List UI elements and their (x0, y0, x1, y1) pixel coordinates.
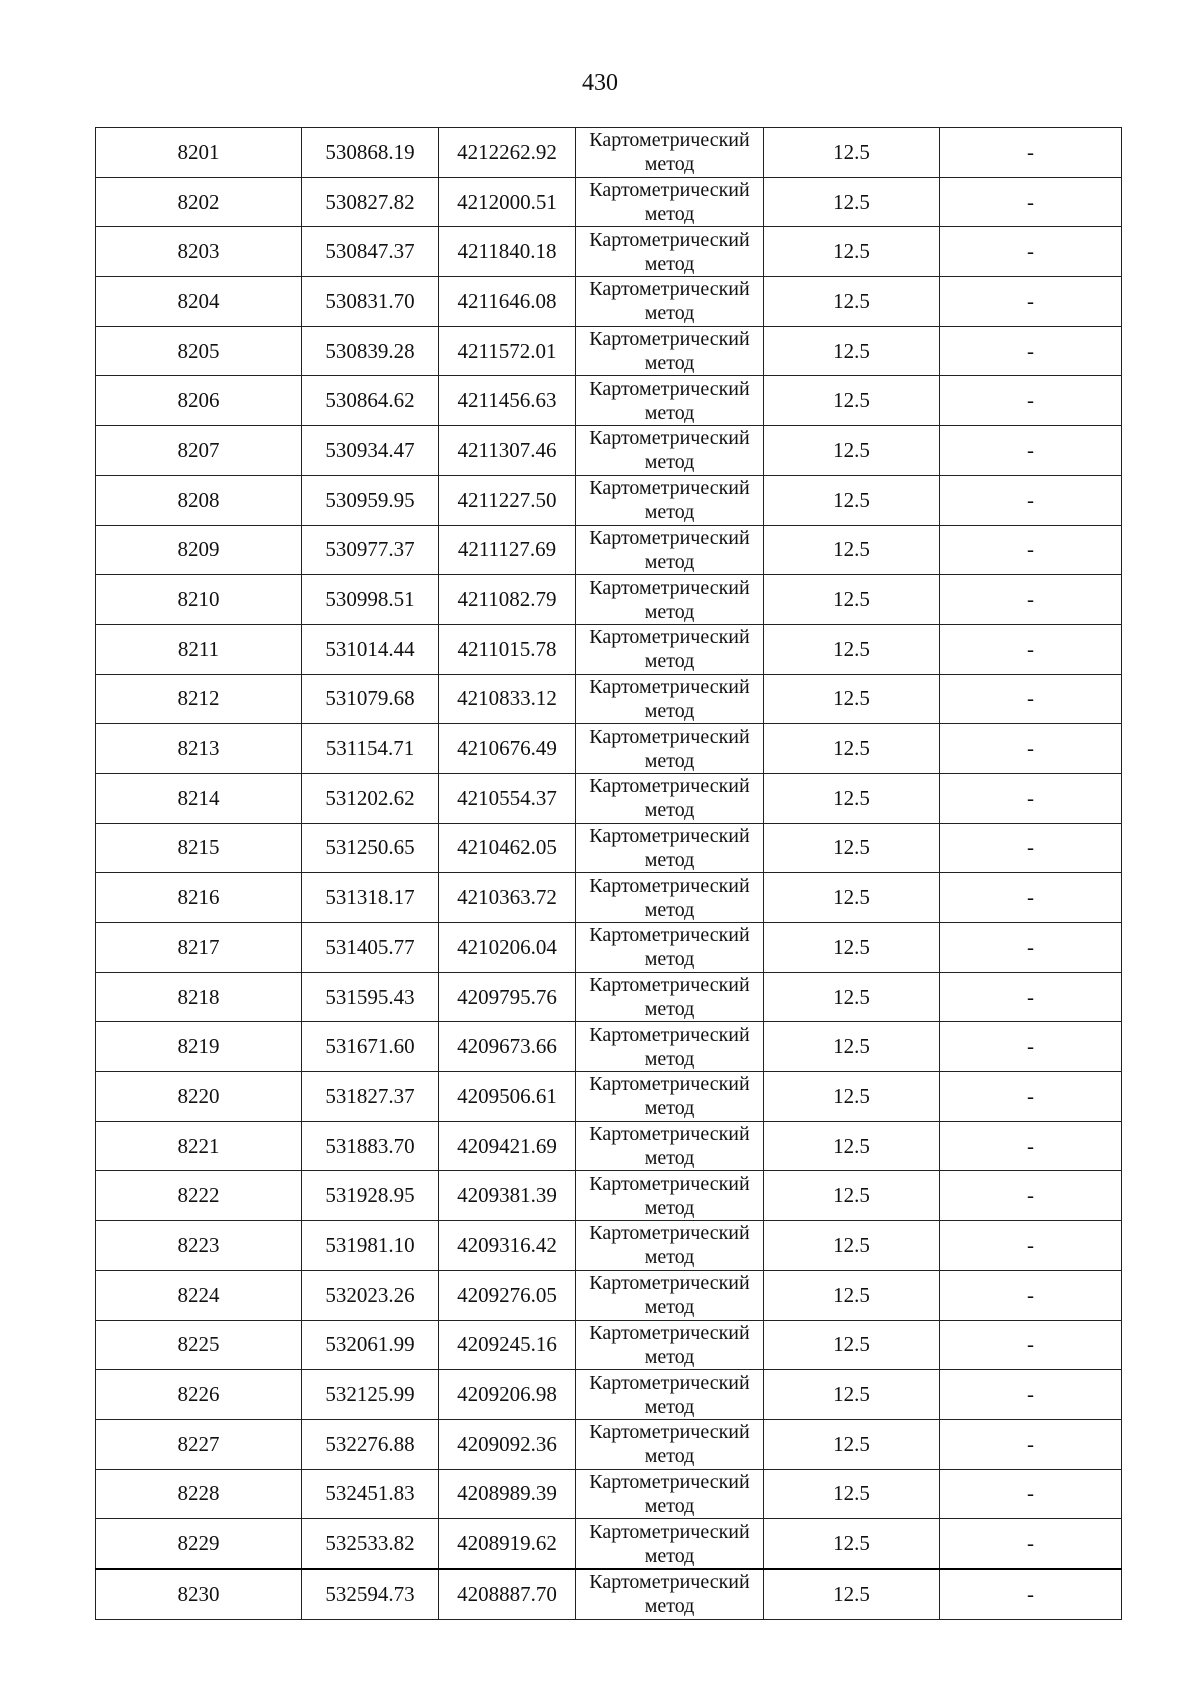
method-line-2: метод (644, 650, 695, 673)
method-cell (576, 674, 764, 724)
method-line-1: Картометрический (589, 179, 750, 202)
y-coordinate-cell: 4211082.79 (439, 575, 576, 625)
accuracy-cell: 12.5 (764, 823, 940, 873)
table-row (96, 426, 1122, 476)
y-coordinate-cell: 4209316.42 (439, 1221, 576, 1271)
note-cell: - (940, 1569, 1122, 1619)
table-row (96, 1171, 1122, 1221)
method-line-2: метод (644, 1395, 695, 1418)
table-row (96, 823, 1122, 873)
accuracy-cell: 12.5 (764, 475, 940, 525)
accuracy-cell: 12.5 (764, 1022, 940, 1072)
method-line-1: Картометрический (589, 824, 750, 847)
method-line-2: метод (644, 550, 695, 573)
note-cell: - (940, 972, 1122, 1022)
x-coordinate-cell: 532125.99 (302, 1370, 439, 1420)
point-id-cell: 8204 (96, 277, 302, 327)
x-coordinate-cell: 530977.37 (302, 525, 439, 575)
method-cell (576, 376, 764, 426)
note-cell: - (940, 1370, 1122, 1420)
method-line-2: метод (644, 1345, 695, 1368)
accuracy-cell: 12.5 (764, 873, 940, 923)
point-id-cell: 8202 (96, 177, 302, 227)
note-cell: - (940, 1022, 1122, 1072)
method-cell (576, 277, 764, 327)
method-line-1: Картометрический (589, 1073, 750, 1096)
point-id-cell: 8218 (96, 972, 302, 1022)
x-coordinate-cell: 531827.37 (302, 1072, 439, 1122)
method-cell (576, 1320, 764, 1370)
accuracy-cell: 12.5 (764, 1569, 940, 1619)
point-id-cell: 8229 (96, 1519, 302, 1569)
accuracy-cell: 12.5 (764, 724, 940, 774)
note-cell: - (940, 1469, 1122, 1519)
x-coordinate-cell: 531405.77 (302, 923, 439, 973)
point-id-cell: 8206 (96, 376, 302, 426)
note-cell: - (940, 873, 1122, 923)
method-line-2: метод (644, 1047, 695, 1070)
x-coordinate-cell: 530847.37 (302, 227, 439, 277)
method-line-1: Картометрический (589, 1421, 750, 1444)
method-cell (576, 1569, 764, 1619)
method-line-1: Картометрический (589, 1172, 750, 1195)
point-id-cell: 8221 (96, 1121, 302, 1171)
point-id-cell: 8223 (96, 1221, 302, 1271)
point-id-cell: 8226 (96, 1370, 302, 1420)
y-coordinate-cell: 4211227.50 (439, 475, 576, 525)
accuracy-cell: 12.5 (764, 128, 940, 178)
note-cell: - (940, 376, 1122, 426)
y-coordinate-cell: 4209206.98 (439, 1370, 576, 1420)
table-row (96, 972, 1122, 1022)
y-coordinate-cell: 4210206.04 (439, 923, 576, 973)
y-coordinate-cell: 4210833.12 (439, 674, 576, 724)
y-coordinate-cell: 4210554.37 (439, 773, 576, 823)
note-cell: - (940, 1270, 1122, 1320)
method-line-2: метод (644, 1296, 695, 1319)
method-line-1: Картометрический (589, 129, 750, 152)
accuracy-cell: 12.5 (764, 1221, 940, 1271)
method-cell (576, 1469, 764, 1519)
accuracy-cell: 12.5 (764, 1072, 940, 1122)
method-cell (576, 1221, 764, 1271)
x-coordinate-cell: 532023.26 (302, 1270, 439, 1320)
method-line-1: Картометрический (589, 526, 750, 549)
point-id-cell: 8219 (96, 1022, 302, 1072)
accuracy-cell: 12.5 (764, 376, 940, 426)
accuracy-cell: 12.5 (764, 227, 940, 277)
method-line-1: Картометрический (589, 1520, 750, 1543)
note-cell: - (940, 1121, 1122, 1171)
method-line-2: метод (644, 848, 695, 871)
method-line-1: Картометрический (589, 974, 750, 997)
method-line-2: метод (644, 998, 695, 1021)
method-line-1: Картометрический (589, 377, 750, 400)
x-coordinate-cell: 532061.99 (302, 1320, 439, 1370)
y-coordinate-cell: 4209381.39 (439, 1171, 576, 1221)
note-cell: - (940, 773, 1122, 823)
table-body (96, 128, 1122, 1620)
point-id-cell: 8216 (96, 873, 302, 923)
coordinates-table (95, 127, 1122, 1620)
table-row (96, 873, 1122, 923)
x-coordinate-cell: 532533.82 (302, 1519, 439, 1569)
x-coordinate-cell: 530868.19 (302, 128, 439, 178)
method-cell (576, 773, 764, 823)
point-id-cell: 8203 (96, 227, 302, 277)
method-cell (576, 724, 764, 774)
method-line-1: Картометрический (589, 477, 750, 500)
method-line-2: метод (644, 1097, 695, 1120)
method-cell (576, 624, 764, 674)
x-coordinate-cell: 530839.28 (302, 326, 439, 376)
accuracy-cell: 12.5 (764, 1469, 940, 1519)
method-line-2: метод (644, 1494, 695, 1517)
point-id-cell: 8222 (96, 1171, 302, 1221)
point-id-cell: 8225 (96, 1320, 302, 1370)
method-line-1: Картометрический (589, 278, 750, 301)
method-cell (576, 177, 764, 227)
x-coordinate-cell: 530864.62 (302, 376, 439, 426)
method-cell (576, 525, 764, 575)
x-coordinate-cell: 532276.88 (302, 1419, 439, 1469)
accuracy-cell: 12.5 (764, 1171, 940, 1221)
y-coordinate-cell: 4208919.62 (439, 1519, 576, 1569)
x-coordinate-cell: 530827.82 (302, 177, 439, 227)
method-line-2: метод (644, 153, 695, 176)
note-cell: - (940, 575, 1122, 625)
note-cell: - (940, 823, 1122, 873)
x-coordinate-cell: 531928.95 (302, 1171, 439, 1221)
y-coordinate-cell: 4211015.78 (439, 624, 576, 674)
table-row (96, 1370, 1122, 1420)
method-line-2: метод (644, 252, 695, 275)
table-row (96, 277, 1122, 327)
table-row (96, 1469, 1122, 1519)
y-coordinate-cell: 4209673.66 (439, 1022, 576, 1072)
note-cell: - (940, 1419, 1122, 1469)
method-line-1: Картометрический (589, 427, 750, 450)
x-coordinate-cell: 531981.10 (302, 1221, 439, 1271)
method-line-1: Картометрический (589, 1272, 750, 1295)
table-row (96, 773, 1122, 823)
point-id-cell: 8209 (96, 525, 302, 575)
accuracy-cell: 12.5 (764, 773, 940, 823)
note-cell: - (940, 1072, 1122, 1122)
note-cell: - (940, 525, 1122, 575)
y-coordinate-cell: 4210462.05 (439, 823, 576, 873)
table-row (96, 1519, 1122, 1569)
note-cell: - (940, 674, 1122, 724)
method-line-1: Картометрический (589, 775, 750, 798)
method-line-2: метод (644, 1595, 695, 1618)
method-line-2: метод (644, 600, 695, 623)
accuracy-cell: 12.5 (764, 923, 940, 973)
x-coordinate-cell: 532594.73 (302, 1569, 439, 1619)
method-line-1: Картометрический (589, 725, 750, 748)
accuracy-cell: 12.5 (764, 277, 940, 327)
method-cell (576, 575, 764, 625)
table-row (96, 475, 1122, 525)
table-row (96, 1419, 1122, 1469)
accuracy-cell: 12.5 (764, 326, 940, 376)
x-coordinate-cell: 531014.44 (302, 624, 439, 674)
method-line-1: Картометрический (589, 1470, 750, 1493)
note-cell: - (940, 1320, 1122, 1370)
note-cell: - (940, 277, 1122, 327)
x-coordinate-cell: 530998.51 (302, 575, 439, 625)
method-line-2: метод (644, 699, 695, 722)
accuracy-cell: 12.5 (764, 177, 940, 227)
method-line-2: метод (644, 1196, 695, 1219)
y-coordinate-cell: 4209245.16 (439, 1320, 576, 1370)
note-cell: - (940, 724, 1122, 774)
method-line-1: Картометрический (589, 328, 750, 351)
point-id-cell: 8214 (96, 773, 302, 823)
point-id-cell: 8228 (96, 1469, 302, 1519)
method-cell (576, 1022, 764, 1072)
method-line-2: метод (644, 898, 695, 921)
x-coordinate-cell: 530934.47 (302, 426, 439, 476)
note-cell: - (940, 426, 1122, 476)
table-row (96, 128, 1122, 178)
accuracy-cell: 12.5 (764, 1370, 940, 1420)
y-coordinate-cell: 4208887.70 (439, 1569, 576, 1619)
method-line-2: метод (644, 1544, 695, 1567)
y-coordinate-cell: 4208989.39 (439, 1469, 576, 1519)
point-id-cell: 8224 (96, 1270, 302, 1320)
accuracy-cell: 12.5 (764, 1419, 940, 1469)
table-row (96, 1022, 1122, 1072)
point-id-cell: 8205 (96, 326, 302, 376)
point-id-cell: 8210 (96, 575, 302, 625)
method-cell (576, 475, 764, 525)
y-coordinate-cell: 4209795.76 (439, 972, 576, 1022)
y-coordinate-cell: 4209421.69 (439, 1121, 576, 1171)
method-cell (576, 972, 764, 1022)
accuracy-cell: 12.5 (764, 426, 940, 476)
y-coordinate-cell: 4210676.49 (439, 724, 576, 774)
y-coordinate-cell: 4211456.63 (439, 376, 576, 426)
table-row (96, 724, 1122, 774)
method-line-1: Картометрический (589, 1571, 750, 1594)
table-row (96, 1121, 1122, 1171)
y-coordinate-cell: 4209506.61 (439, 1072, 576, 1122)
method-line-1: Картометрический (589, 1371, 750, 1394)
note-cell: - (940, 128, 1122, 178)
y-coordinate-cell: 4212000.51 (439, 177, 576, 227)
method-cell (576, 1370, 764, 1420)
x-coordinate-cell: 531318.17 (302, 873, 439, 923)
accuracy-cell: 12.5 (764, 674, 940, 724)
method-line-1: Картометрический (589, 874, 750, 897)
method-line-1: Картометрический (589, 1321, 750, 1344)
method-line-1: Картометрический (589, 924, 750, 947)
y-coordinate-cell: 4211572.01 (439, 326, 576, 376)
method-cell (576, 1072, 764, 1122)
table-row (96, 1072, 1122, 1122)
point-id-cell: 8227 (96, 1419, 302, 1469)
page-number: 430 (582, 70, 618, 96)
method-cell (576, 326, 764, 376)
note-cell: - (940, 1519, 1122, 1569)
method-line-1: Картометрический (589, 228, 750, 251)
point-id-cell: 8201 (96, 128, 302, 178)
table-row (96, 227, 1122, 277)
table-row (96, 1270, 1122, 1320)
accuracy-cell: 12.5 (764, 1121, 940, 1171)
y-coordinate-cell: 4211127.69 (439, 525, 576, 575)
method-cell (576, 128, 764, 178)
method-line-1: Картометрический (589, 1123, 750, 1146)
method-line-2: метод (644, 352, 695, 375)
method-line-2: метод (644, 1147, 695, 1170)
x-coordinate-cell: 530959.95 (302, 475, 439, 525)
method-cell (576, 1419, 764, 1469)
table-row (96, 1320, 1122, 1370)
point-id-cell: 8211 (96, 624, 302, 674)
method-line-2: метод (644, 401, 695, 424)
method-line-2: метод (644, 749, 695, 772)
point-id-cell: 8207 (96, 426, 302, 476)
table-row (96, 1569, 1122, 1619)
method-cell (576, 1121, 764, 1171)
note-cell: - (940, 624, 1122, 674)
method-line-1: Картометрический (589, 576, 750, 599)
method-line-2: метод (644, 501, 695, 524)
method-cell (576, 873, 764, 923)
method-cell (576, 923, 764, 973)
method-line-2: метод (644, 948, 695, 971)
accuracy-cell: 12.5 (764, 972, 940, 1022)
method-line-1: Картометрический (589, 675, 750, 698)
method-cell (576, 1171, 764, 1221)
y-coordinate-cell: 4209276.05 (439, 1270, 576, 1320)
y-coordinate-cell: 4209092.36 (439, 1419, 576, 1469)
note-cell: - (940, 1221, 1122, 1271)
accuracy-cell: 12.5 (764, 1320, 940, 1370)
note-cell: - (940, 923, 1122, 973)
y-coordinate-cell: 4211840.18 (439, 227, 576, 277)
x-coordinate-cell: 531250.65 (302, 823, 439, 873)
x-coordinate-cell: 531883.70 (302, 1121, 439, 1171)
x-coordinate-cell: 531154.71 (302, 724, 439, 774)
table-row (96, 674, 1122, 724)
table-row (96, 326, 1122, 376)
y-coordinate-cell: 4211646.08 (439, 277, 576, 327)
x-coordinate-cell: 530831.70 (302, 277, 439, 327)
point-id-cell: 8208 (96, 475, 302, 525)
x-coordinate-cell: 531079.68 (302, 674, 439, 724)
note-cell: - (940, 326, 1122, 376)
x-coordinate-cell: 531202.62 (302, 773, 439, 823)
table-row (96, 1221, 1122, 1271)
accuracy-cell: 12.5 (764, 1270, 940, 1320)
table-row (96, 525, 1122, 575)
method-line-1: Картометрический (589, 626, 750, 649)
note-cell: - (940, 177, 1122, 227)
table-row (96, 376, 1122, 426)
point-id-cell: 8215 (96, 823, 302, 873)
method-line-2: метод (644, 1246, 695, 1269)
method-cell (576, 1270, 764, 1320)
method-cell (576, 823, 764, 873)
point-id-cell: 8212 (96, 674, 302, 724)
table-row (96, 923, 1122, 973)
y-coordinate-cell: 4211307.46 (439, 426, 576, 476)
method-line-2: метод (644, 451, 695, 474)
x-coordinate-cell: 531595.43 (302, 972, 439, 1022)
accuracy-cell: 12.5 (764, 525, 940, 575)
y-coordinate-cell: 4212262.92 (439, 128, 576, 178)
method-line-2: метод (644, 1445, 695, 1468)
accuracy-cell: 12.5 (764, 575, 940, 625)
method-cell (576, 426, 764, 476)
point-id-cell: 8230 (96, 1569, 302, 1619)
method-line-1: Картометрический (589, 1023, 750, 1046)
x-coordinate-cell: 531671.60 (302, 1022, 439, 1072)
method-line-2: метод (644, 302, 695, 325)
x-coordinate-cell: 532451.83 (302, 1469, 439, 1519)
table-row (96, 624, 1122, 674)
method-line-2: метод (644, 203, 695, 226)
note-cell: - (940, 475, 1122, 525)
point-id-cell: 8220 (96, 1072, 302, 1122)
accuracy-cell: 12.5 (764, 1519, 940, 1569)
y-coordinate-cell: 4210363.72 (439, 873, 576, 923)
note-cell: - (940, 227, 1122, 277)
method-line-1: Картометрический (589, 1222, 750, 1245)
method-line-2: метод (644, 799, 695, 822)
table-row (96, 575, 1122, 625)
point-id-cell: 8217 (96, 923, 302, 973)
table-row (96, 177, 1122, 227)
accuracy-cell: 12.5 (764, 624, 940, 674)
point-id-cell: 8213 (96, 724, 302, 774)
method-cell (576, 1519, 764, 1569)
method-cell (576, 227, 764, 277)
note-cell: - (940, 1171, 1122, 1221)
